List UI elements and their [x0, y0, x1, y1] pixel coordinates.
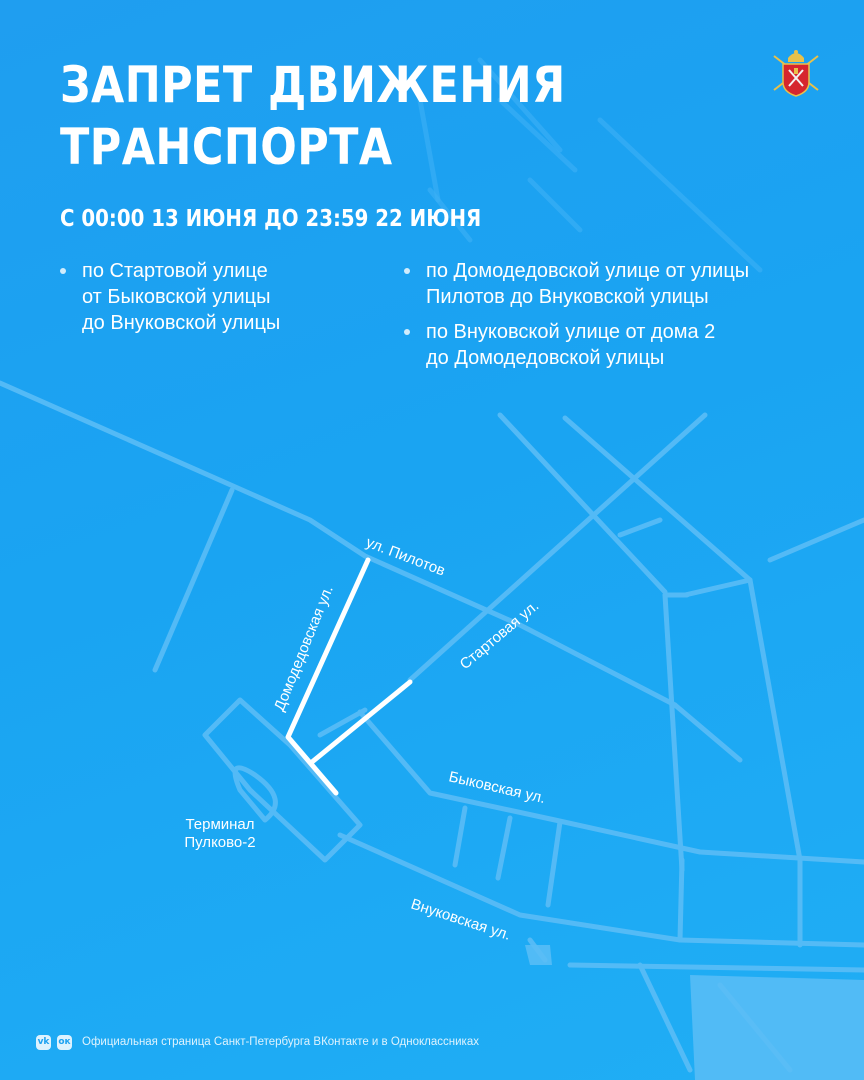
page-title: [60, 54, 566, 178]
footer: [36, 1033, 479, 1051]
restriction-item: [402, 319, 782, 371]
title-line-2: ТРАНСПОРТА: [60, 118, 393, 176]
restriction-item: [402, 258, 782, 310]
label-pilotov: ул. Пилотов: [363, 533, 448, 580]
restriction-item: [58, 258, 438, 336]
terminal-label-line-2: Пулково-2: [184, 834, 256, 851]
restriction-text: по Внуковской улице от дома 2 до Домодедовской улицы: [426, 321, 716, 369]
terminal-label-line-1: Терминал: [185, 816, 255, 833]
label-startovaya: Стартовая ул.: [456, 597, 543, 674]
label-bykovskaya: Быковская ул.: [447, 768, 548, 808]
restriction-text: по Домодедовской улице от улицы Пилотов до Внуковской улицы: [426, 260, 750, 308]
label-vnukovskaya: Внуковская ул.: [408, 895, 513, 944]
label-domodedovskaya: Домодедовская ул.: [270, 583, 337, 714]
restriction-text: по Стартовой улице от Быковской улицы до Внуковской улицы: [82, 260, 281, 334]
restriction-column-left: [58, 258, 438, 345]
terminal-label: [150, 816, 290, 852]
footer-text: Официальная страница Санкт-Петербурга ВКонтакте и в Одноклассниках: [82, 1036, 479, 1048]
bullet-icon: [404, 329, 410, 335]
bullet-icon: [60, 268, 66, 274]
closed-roads: [288, 560, 410, 793]
title-line-1: ЗАПРЕТ ДВИЖЕНИЯ: [60, 56, 566, 114]
saint-petersburg-coat-of-arms-icon: [768, 46, 824, 102]
odnoklassniki-icon[interactable]: ок: [57, 1035, 72, 1050]
bullet-icon: [404, 268, 410, 274]
vk-icon[interactable]: vk: [36, 1035, 51, 1050]
restriction-period: С 00:00 13 ИЮНЯ ДО 23:59 22 ИЮНЯ: [60, 206, 482, 232]
restriction-column-right: [402, 258, 782, 380]
